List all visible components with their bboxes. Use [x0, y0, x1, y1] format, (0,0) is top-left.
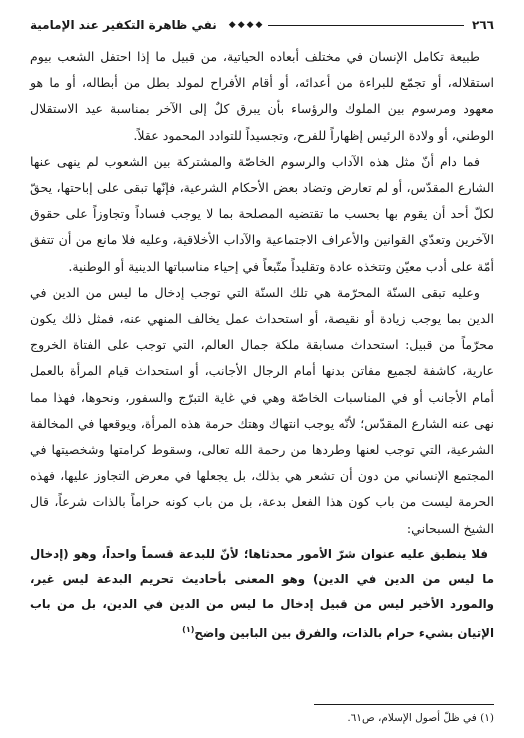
page-body: [30, 44, 494, 646]
running-header: [30, 14, 494, 36]
quote-text: فلا ينطبق عليه عنوان شرّ الأمور محدثاها؛ لأنّ للبدعة قسماً واحداً، وهو (إدخال ما ليس من الدين في الدين) وهو المعنى بأحاديث تحريم البدعة ليس غير، والمورد الأخير ليس من قبيل إدخال ما ليس من الدين في الدين، بل من باب الإتيان بشيء حرام بالذات، والفرق بين البابين واضح: [30, 546, 494, 640]
footnote: (١) في ظلّ أصول الإسلام، ص٦١.: [347, 712, 494, 724]
page-number: ٢٦٦: [472, 18, 494, 32]
block-quote: [30, 542, 494, 646]
header-rule: [268, 25, 464, 26]
header-ornament: [225, 20, 464, 30]
paragraph-2: فما دام أنّ مثل هذه الآداب والرسوم الخاصّة والمشتركة بين الشعوب لم ينهى عنها الشارع المقدّس، أو لم تعارض وتضاد بعض الأحكام الشرعية، فإنّها تبقى على إباحتها، يحقّ لكلّ أحد أن يقوم بها بحسب ما تقتضيه المصلحة بما لا يوجب فساداً وتجاوزاً على حقوق الآخرين وتعدّي القوانين والأعراف الاجتماعية والآداب الأخلاقية، وعليه فلا مانع من أن تتفق أمّة على أدب معيّن وتتخذه عادة وتقليداً متّبعاً في إحياء مناسباتها الدينية أو الوطنية.: [30, 153, 494, 274]
paragraph-3: وعليه تبقى السنّة المحرّمة هي تلك السنّة التي توجب إدخال ما ليس من الدين في الدين بما يوجب زيادة أو نقيصة، أو استحداث عمل يخالف المنهي عنه، فمثل ذلك يكون محرّماً من قبيل: استحداث مسابقة ملكة جمال العالم، التي توجب على الفتاة الخروج عارية، كاشفة لجميع مفاتن بدنها أمام الرجال الأجانب، أو استحداث قيام المرأة بالعمل أمام الأجانب أو في المناسبات الخاصّة وهي في غاية التبرّج والسفور، ونحوها، فهذا مما نهى عنه الشارع المقدّس؛ لأنّه يوجب انتهاك وهتك حرمة هذه المرأة، ويوقعها في المخالفة الشرعية، التي توجب لعنها وطردها من رحمة الله تعالى، وسقوط كرامتها وشخصيتها في المجتمع الإنساني من دون أن تشعر هي بذلك، بل يجعلها في معرض التجاوز عليها، فهذه الحرمة ليست من باب كون هذا الفعل بدعة، بل من باب كونه حراماً بالذات شرعاً، قال الشيخ السبحاني:: [30, 284, 494, 536]
footnote-marker[interactable]: (١): [182, 624, 195, 634]
book-title: نفي ظاهرة التكفير عند الإمامية: [30, 18, 217, 32]
paragraph-1: طبيعة تكامل الإنسان في مختلف أبعاده الحياتية، من قبيل ما إذا احتفل الشعب بيوم استقلاله، أو تجمّع للبراءة من أعدائه، أو أقام الأفراح لمولد بطل من أبطاله، أو ما هو معهود ومرسوم بين الملوك والرؤساء بأن يبرق كلٌ إلى الآخر بمناسبة عيد الاستقلال الوطني، أو ولادة الرئيس إظهاراً للفرح، وتجسيداً للتوادد المحمود عقلاً.: [30, 49, 494, 143]
diamond-ornament-icon: ◆◆◆◆: [228, 20, 265, 30]
footnote-divider: [314, 704, 494, 705]
